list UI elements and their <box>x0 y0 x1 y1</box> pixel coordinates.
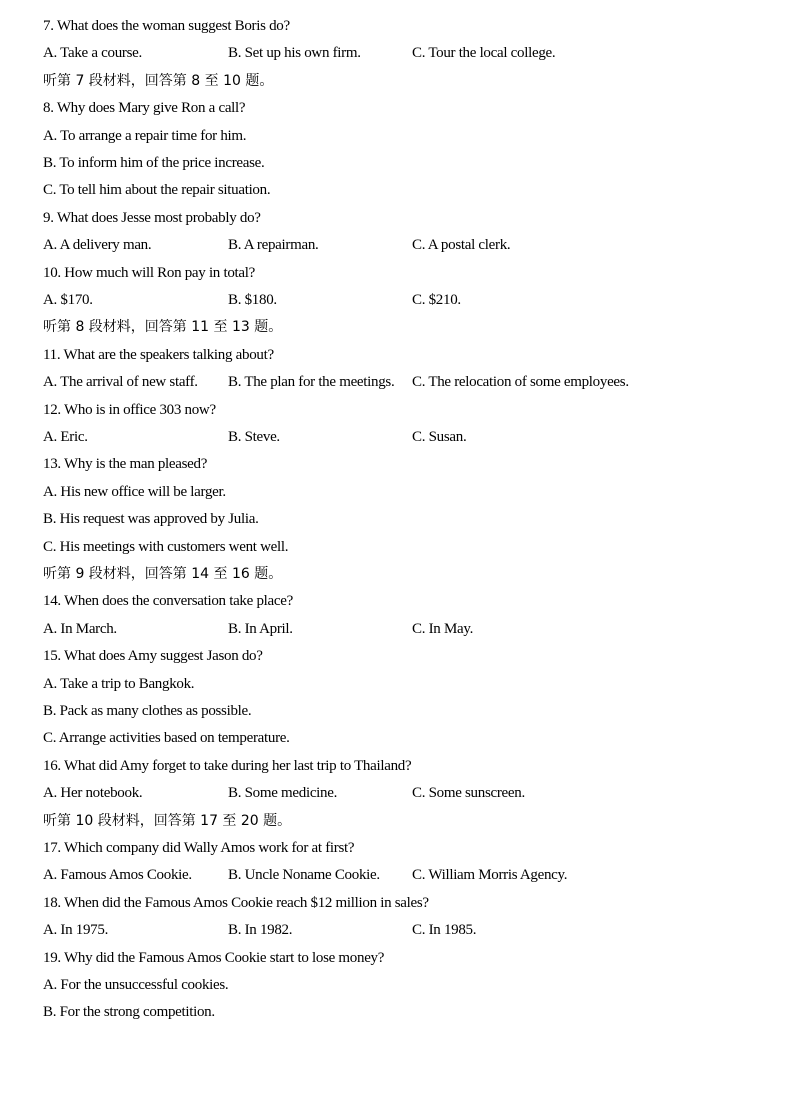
option-a: A. A delivery man. <box>43 237 152 254</box>
option-row <box>0 369 800 396</box>
option-b: B. The plan for the meetings. <box>228 374 395 391</box>
option-a: A. Her notebook. <box>43 785 143 802</box>
question-line: 18. When did the Famous Amos Cookie reach $12 million in sales? <box>43 894 429 911</box>
option-c: C. Susan. <box>412 429 467 445</box>
section-instruction: 听第 10 段材料，回答第 17 至 20 题。 <box>43 812 292 829</box>
option-a: A. Take a course. <box>43 45 142 62</box>
section-instruction: 听第 9 段材料，回答第 14 至 16 题。 <box>43 566 283 582</box>
question-line: A. For the unsuccessful cookies. <box>43 977 229 993</box>
question-line: A. To arrange a repair time for him. <box>43 127 247 144</box>
option-a: A. Famous Amos Cookie. <box>43 867 192 884</box>
option-c: C. A postal clerk. <box>412 237 511 254</box>
option-c: C. William Morris Agency. <box>412 867 568 884</box>
option-c: C. In 1985. <box>412 922 477 939</box>
option-row <box>0 917 800 944</box>
option-row <box>0 424 800 451</box>
option-a: A. Eric. <box>43 429 88 445</box>
option-row <box>0 862 800 889</box>
option-a: A. In March. <box>43 620 117 637</box>
question-line: 16. What did Amy forget to take during her last trip to Thailand? <box>43 757 412 774</box>
option-row <box>0 40 800 67</box>
question-line: C. Arrange activities based on temperature. <box>43 730 290 747</box>
question-line: B. To inform him of the price increase. <box>43 155 265 171</box>
question-line: 10. How much will Ron pay in total? <box>43 264 255 281</box>
question-line: 19. Why did the Famous Amos Cookie start to lose money? <box>43 949 385 966</box>
option-b: B. $180. <box>228 292 277 308</box>
option-row <box>0 780 800 807</box>
option-a: A. The arrival of new staff. <box>43 374 198 391</box>
question-line: 13. Why is the man pleased? <box>43 456 208 473</box>
option-c: C. $210. <box>412 292 461 308</box>
question-line: B. His request was approved by Julia. <box>43 511 259 528</box>
question-line: 8. Why does Mary give Ron a call? <box>43 100 246 117</box>
question-line: 9. What does Jesse most probably do? <box>43 209 261 226</box>
option-b: B. In April. <box>228 620 293 637</box>
option-a: A. In 1975. <box>43 922 109 939</box>
section-instruction: 听第 8 段材料，回答第 11 至 13 题。 <box>43 319 283 336</box>
option-c: C. Some sunscreen. <box>412 785 525 802</box>
question-line: B. For the strong competition. <box>43 1004 215 1021</box>
option-row <box>0 616 800 643</box>
question-line: 14. When does the conversation take place? <box>43 593 293 610</box>
question-line: A. His new office will be larger. <box>43 483 226 500</box>
question-line: 12. Who is in office 303 now? <box>43 401 216 418</box>
option-c: C. In May. <box>412 620 474 637</box>
question-line: 15. What does Amy suggest Jason do? <box>43 648 263 665</box>
question-line: A. Take a trip to Bangkok. <box>43 675 195 692</box>
option-b: B. Uncle Noname Cookie. <box>228 867 380 884</box>
question-line: B. Pack as many clothes as possible. <box>43 703 252 719</box>
question-line: C. His meetings with customers went well. <box>43 538 289 555</box>
option-row <box>0 232 800 259</box>
option-a: A. $170. <box>43 292 93 308</box>
option-c: C. Tour the local college. <box>412 45 556 62</box>
option-b: B. Some medicine. <box>228 785 338 802</box>
option-c: C. The relocation of some employees. <box>412 374 629 391</box>
option-b: B. A repairman. <box>228 237 319 254</box>
question-line: 7. What does the woman suggest Boris do? <box>43 18 290 34</box>
question-line: 11. What are the speakers talking about? <box>43 346 274 363</box>
option-row <box>0 287 800 314</box>
question-line: C. To tell him about the repair situation. <box>43 182 271 199</box>
question-line: 17. Which company did Wally Amos work for at first? <box>43 840 355 856</box>
option-b: B. Steve. <box>228 429 280 445</box>
option-b: B. In 1982. <box>228 922 293 939</box>
section-instruction: 听第 7 段材料，回答第 8 至 10 题。 <box>43 72 274 89</box>
option-b: B. Set up his own firm. <box>228 45 361 62</box>
